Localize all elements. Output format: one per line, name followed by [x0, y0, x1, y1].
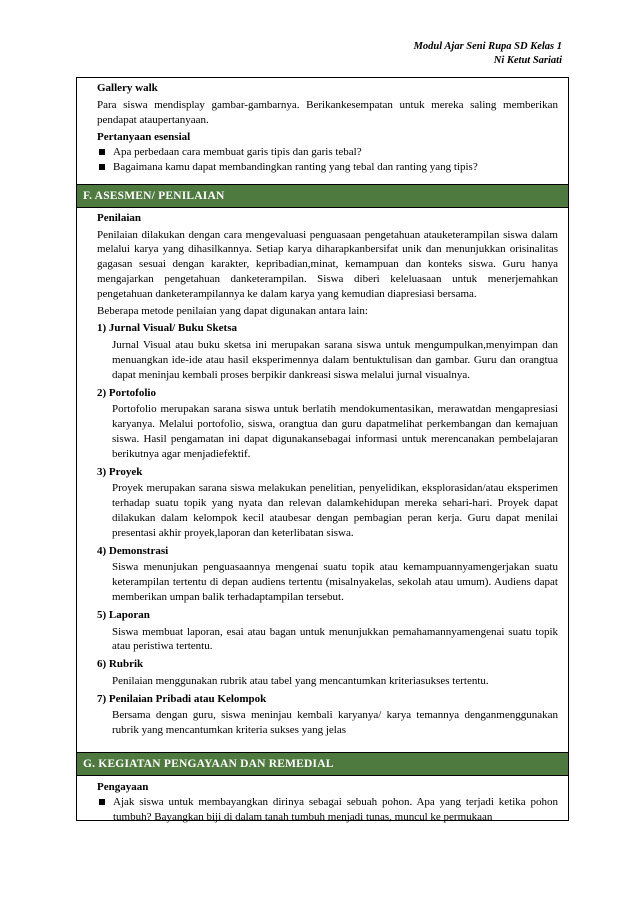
gallery-walk-text: Para siswa mendisplay gambar-gambarnya. Berikankesempatan untuk mereka saling memberikan pendapat ataupertanyaan.	[97, 98, 558, 126]
box-bottom-border	[76, 820, 569, 821]
method-text: Jurnal Visual atau buku sketsa ini merupakan sarana siswa untuk mengumpulkan,menyimpan dan menuangkan ide-ide atau hasil eksperimennya dalam bentuktulisan dan gambar. Guru dan orangtua dapat meninjau kembali proses berpikir dankreasi siswa melalui jurnal visualnya.	[112, 339, 558, 381]
list-item: Apa perbedaan cara membuat garis tipis dan garis tebal?	[97, 145, 558, 160]
method-title: 3) Proyek	[97, 465, 143, 478]
section-f-body	[77, 208, 568, 738]
author-name: Ni Ketut Sariati	[493, 55, 562, 66]
metode-intro: Beberapa metode penilaian yang dapat digunakan antara lain:	[97, 304, 368, 317]
list-item: Bagaimana kamu dapat membandingkan ranting yang tebal dan ranting yang tipis?	[97, 160, 558, 175]
method-text: Siswa membuat laporan, esai atau bagan untuk menunjukkan pemahamannyamengenai suatu topik atau peristiwa tertentu.	[112, 625, 558, 653]
section-f-header: F. ASESMEN/ PENILAIAN	[77, 184, 568, 208]
module-title: Modul Ajar Seni Rupa SD Kelas 1	[413, 41, 562, 52]
page-header	[414, 40, 562, 68]
pengayaan-title: Pengayaan	[97, 781, 149, 794]
list-item: Ajak siswa untuk membayangkan dirinya sebagai sebuah pohon. Apa yang terjadi ketika pohon tumbuh? Bayangkan biji di dalam tanah tumbuh menjadi tunas, muncul ke permukaan	[97, 795, 558, 825]
method-text: Portofolio merupakan sarana siswa untuk berlatih mendokumentasikan, merawatdan mengapresiasi karyanya. Melalui portofolio, siswa, orangtua dan guru dapatmelihat perkembangan dan kemajuan siswa. Hasil pengamatan ini dapat digunakansebagai informasi untuk merencanakan pembelajaran berikutnya agar menjadiefektif.	[112, 403, 558, 460]
content-box	[76, 77, 569, 821]
pertanyaan-title: Pertanyaan esensial	[97, 131, 191, 144]
method-text: Proyek merupakan sarana siswa melakukan penelitian, penyelidikan, eksplorasidan/atau eksperimen terhadap suatu topik yang nyata dan relevan dalamkehidupan mereka sehari-hari. Proyek dapat dilakukan dalam kelompok kecil ataubesar dengan pembagian peran kerja. Guru dapat menilai presentasi akhir proyek,laporan dan keterlibatan siswa.	[112, 482, 558, 539]
method-text: Penilaian menggunakan rubrik atau tabel yang mencantumkan kriteriasukses tertentu.	[112, 674, 489, 687]
gallery-walk-block	[77, 78, 568, 175]
method-title: 6) Rubrik	[97, 658, 144, 671]
gallery-walk-title: Gallery walk	[97, 82, 158, 94]
method-text: Bersama dengan guru, siswa meninjau kembali karyanya/ karya temannya denganmenggunakan rubrik yang mencantumkan kriteria sukses yang jelas	[112, 709, 558, 737]
penilaian-title: Penilaian	[97, 211, 142, 224]
section-g-body	[77, 776, 568, 824]
method-title: 7) Penilaian Pribadi atau Kelompok	[97, 692, 267, 705]
method-title: 5) Laporan	[97, 608, 150, 621]
pertanyaan-list	[97, 145, 558, 175]
penilaian-text: Penilaian dilakukan dengan cara mengevaluasi penguasaan pengetahuan atauketerampilan siswa dalam melalui karya yang dihasilkannya. Setiap karya diharapkanbersifat unik dan menunjukkan orisinalitas gagasan sesuai dengan karakter, kepribadian,minat, kemampuan dan konteks siswa. Guru hanya mengajarkan pengetahuan danketerampilan. Siswa diberi keleluasaan untuk menerjemahkan pengetahuan danketerampilannya ke dalam karya yang kemudian diapresiasi bersama.	[97, 228, 558, 300]
method-title: 1) Jurnal Visual/ Buku Sketsa	[97, 322, 237, 335]
section-g-header: G. KEGIATAN PENGAYAAN DAN REMEDIAL	[77, 752, 568, 776]
method-text: Siswa menunjukan penguasaannya mengenai suatu topik atau kemampuannyamengerjakan suatu keterampilan tertentu di depan audiens tertentu (misalnyakelas, sekolah atau umum). Audiens dapat memberikan umpan balik terhadaptampilan tersebut.	[112, 561, 558, 603]
method-title: 2) Portofolio	[97, 386, 156, 399]
method-title: 4) Demonstrasi	[97, 544, 169, 557]
